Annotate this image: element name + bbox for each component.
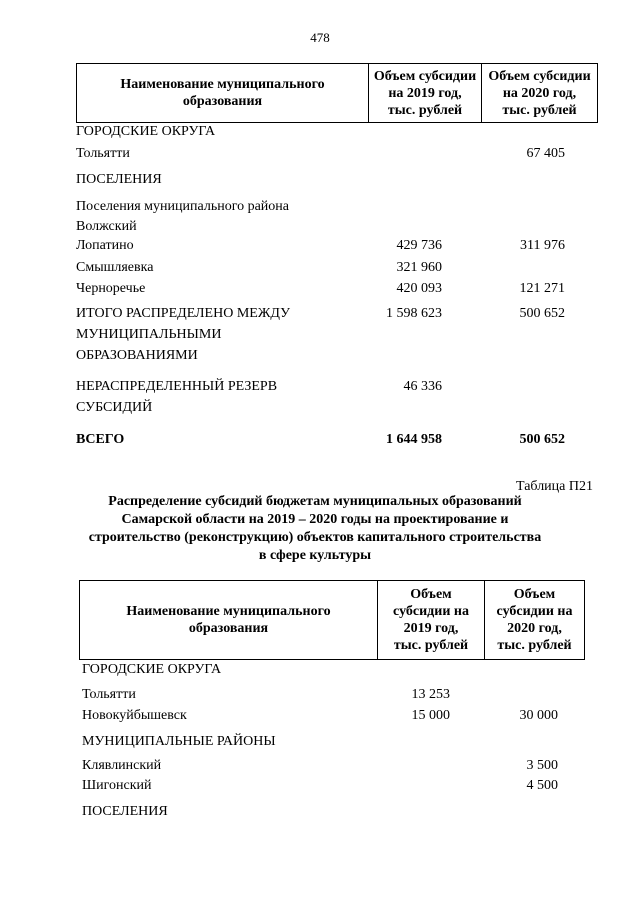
table-number: Таблица П21 <box>516 479 593 494</box>
table1-header-2020: Объем субсидии на 2020 год, тыс. рублей <box>481 64 597 122</box>
table2-header-name: Наименование муниципального образования <box>126 604 331 636</box>
table-row-label: ОБРАЗОВАНИЯМИ <box>76 348 198 363</box>
table-row-value-2020: 500 652 <box>519 432 565 447</box>
table-row-value-2020: 311 976 <box>520 238 565 253</box>
table1-header-2019: Объем субсидии на 2019 год, тыс. рублей <box>368 64 481 122</box>
table-row-label: Новокуйбышевск <box>82 708 187 723</box>
table-row-value-2020: 4 500 <box>526 778 558 793</box>
table-row-label: Поселения муниципального района <box>76 199 290 214</box>
table-row-label: ПОСЕЛЕНИЯ <box>76 172 162 187</box>
table-row-label: МУНИЦИПАЛЬНЫЕ РАЙОНЫ <box>82 734 276 749</box>
table-row-value-2019: 321 960 <box>396 260 442 275</box>
table-row-label: ГОРОДСКИЕ ОКРУГА <box>76 124 216 139</box>
table-row-value-2020: 3 500 <box>526 758 558 773</box>
table-row-label: Черноречье <box>76 281 146 296</box>
table-title-line: Самарской области на 2019 – 2020 годы на проектирование и <box>121 512 509 527</box>
table-row-value-2019: 1 598 623 <box>386 306 442 321</box>
table-row-label: НЕРАСПРЕДЕЛЕННЫЙ РЕЗЕРВ <box>76 379 278 394</box>
table-row-label: Лопатино <box>76 238 134 253</box>
table-title-line: Распределение субсидий бюджетам муниципальных образований <box>108 494 522 509</box>
table1-header <box>76 63 598 123</box>
table-row-label: Шигонский <box>82 778 152 793</box>
table-row-label: ВСЕГО <box>76 432 125 447</box>
table-row-value-2019: 429 736 <box>396 238 442 253</box>
table-row-label: Волжский <box>76 219 137 234</box>
table-row-label: ПОСЕЛЕНИЯ <box>82 804 168 819</box>
table-row-value-2019: 13 253 <box>411 687 450 702</box>
table-row-label: ИТОГО РАСПРЕДЕЛЕНО МЕЖДУ <box>76 306 290 321</box>
table-title-line: строительство (реконструкцию) объектов капитального строительства <box>88 530 542 545</box>
table-row-value-2020: 121 271 <box>519 281 565 296</box>
table-row-label: ГОРОДСКИЕ ОКРУГА <box>82 662 222 677</box>
table1-header-name: Наименование муниципального образования <box>120 77 325 109</box>
table-row-label: СУБСИДИЙ <box>76 400 153 415</box>
table-row-label: Тольятти <box>76 146 130 161</box>
table-title-line: в сфере культуры <box>258 548 372 563</box>
table-row-label: Смышляевка <box>76 260 154 275</box>
table-row-value-2019: 46 336 <box>403 379 442 394</box>
table-row-label: Клявлинский <box>82 758 162 773</box>
table-title <box>80 493 550 565</box>
table-row-label: МУНИЦИПАЛЬНЫМИ <box>76 327 222 342</box>
table-row-value-2020: 500 652 <box>519 306 565 321</box>
table-row-value-2020: 30 000 <box>519 708 558 723</box>
table-row-value-2019: 420 093 <box>396 281 442 296</box>
table2-header-2019: Объем субсидии на 2019 год, тыс. рублей <box>377 581 484 659</box>
table2-header-2020: Объем субсидии на 2020 год, тыс. рублей <box>484 581 584 659</box>
page-number: 478 <box>310 30 330 45</box>
table-row-value-2019: 1 644 958 <box>386 432 442 447</box>
table-row-label: Тольятти <box>82 687 136 702</box>
table-row-value-2020: 67 405 <box>526 146 565 161</box>
table-row-value-2019: 15 000 <box>411 708 450 723</box>
table2-header <box>79 580 585 660</box>
